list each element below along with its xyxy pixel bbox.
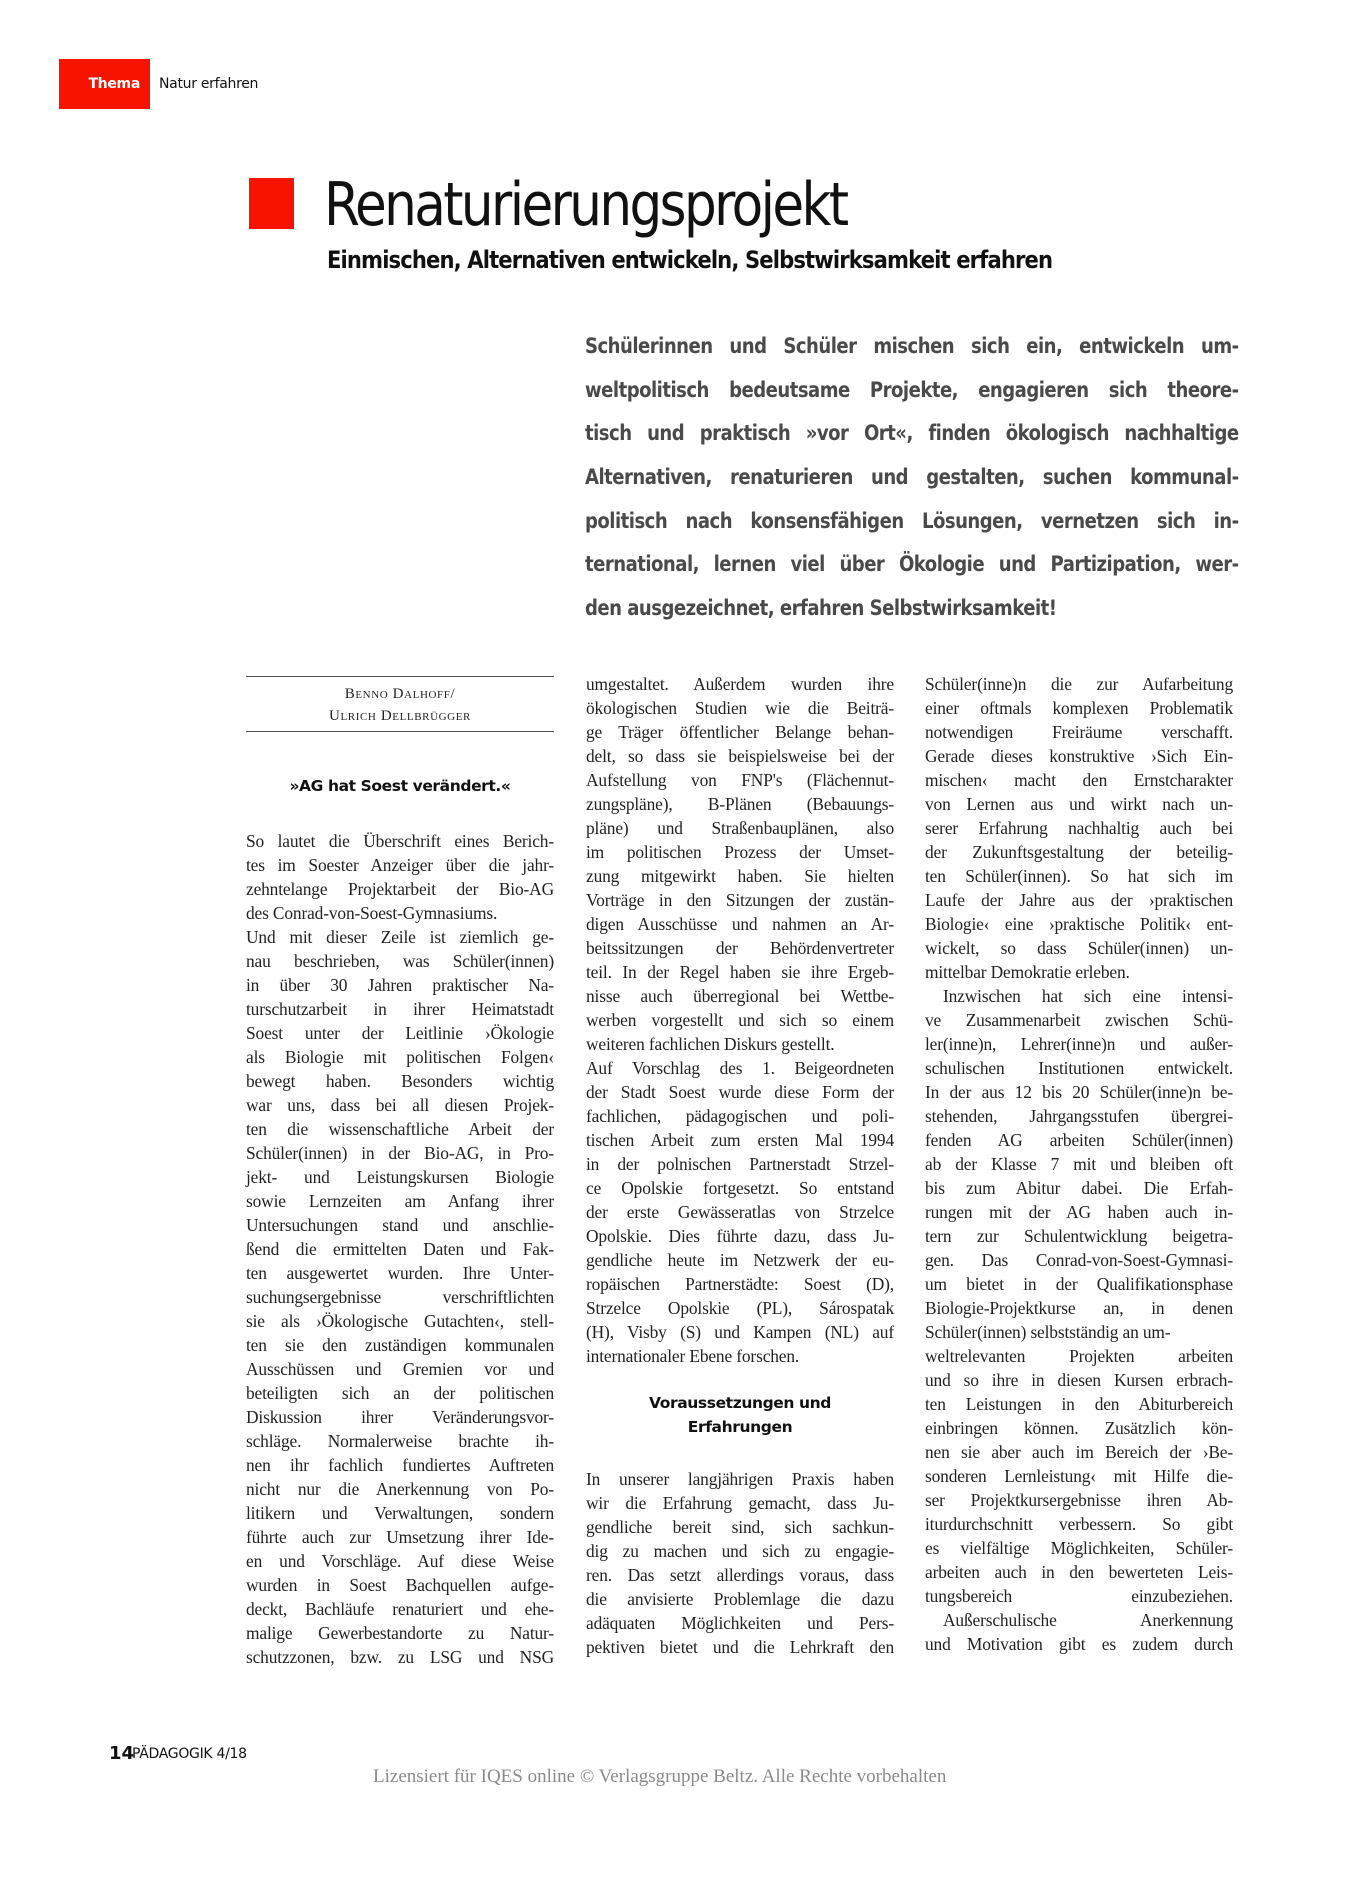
lead-line: Schülerinnen und Schüler mischen sich ein, entwickeln um-	[585, 334, 1239, 358]
text-line: Schüler(inne)n die zur Aufarbeitung	[925, 674, 1233, 694]
text-line: ten sie den zuständigen kommunalen	[246, 1335, 554, 1355]
text-line: Ausschüssen und Gremien vor und	[246, 1359, 554, 1379]
column-1	[246, 672, 554, 1669]
section-heading-2	[586, 1391, 894, 1439]
text-line: sowie Lernzeiten am Anfang ihrer	[246, 1191, 554, 1211]
text-line: In der aus 12 bis 20 Schüler(inne)n be-	[925, 1082, 1233, 1102]
text-line: nen sie aber auch im Bereich der ›Be-	[925, 1442, 1233, 1462]
column-2-text-b	[586, 1467, 894, 1659]
section-tag: Thema	[88, 76, 140, 92]
text-line: und so ihre in diesen Kursen erbrach-	[925, 1370, 1233, 1390]
text-line: weltrelevanten Projekten arbeiten	[925, 1346, 1233, 1366]
text-line: wir die Erfahrung gemacht, dass Ju-	[586, 1493, 894, 1513]
text-line: Auf Vorschlag des 1. Beigeordneten	[586, 1058, 894, 1078]
section-heading-2-line-2: Erfahrungen	[687, 1418, 793, 1436]
text-line: beitssitzungen der Behördenvertreter	[586, 938, 894, 958]
text-line: schutzzonen, bzw. zu LSG und NSG	[246, 1647, 554, 1667]
text-line: delt, so dass sie beispielsweise bei der	[586, 746, 894, 766]
author-2: Ulrich Dellbrügger	[329, 708, 471, 724]
text-line: ce Opolskie fortgesetzt. So entstand	[586, 1178, 894, 1198]
text-line: Diskussion ihrer Veränderungsvor-	[246, 1407, 554, 1427]
text-line: in der polnischen Partnerstadt Strzel-	[586, 1154, 894, 1174]
text-line: der erste Gewässeratlas von Strzelce	[586, 1202, 894, 1222]
byline	[246, 676, 554, 732]
text-line: sonderen Lernleistung‹ mit Hilfe die-	[925, 1466, 1233, 1486]
text-line: adäquaten Möglichkeiten und Pers-	[586, 1613, 894, 1633]
lead-line: weltpolitisch bedeutsame Projekte, engagieren sich theore-	[585, 377, 1239, 402]
text-line: es vielfältige Möglichkeiten, Schüler-	[925, 1538, 1233, 1558]
text-line: tischen Arbeit zum ersten Mal 1994	[586, 1130, 894, 1150]
author-1: Benno Dalhoff/	[344, 686, 456, 702]
text-line: pläne) und Straßenbauplänen, also	[586, 818, 894, 838]
text-line: Strzelce Opolskie (PL), Sárospatak	[586, 1298, 894, 1318]
text-line: der Zukunftsgestaltung der beteilig-	[925, 842, 1233, 862]
text-line: ve Zusammenarbeit zwischen Schü-	[925, 1010, 1233, 1030]
text-line: und Motivation gibt es zudem durch	[925, 1634, 1233, 1654]
text-line: nicht nur die Anerkennung von Po-	[246, 1479, 554, 1499]
text-line: Inzwischen hat sich eine intensi-	[943, 986, 1233, 1006]
text-line: die anvisierte Problemlage die dazu	[586, 1589, 894, 1609]
license-notice: Lizensiert für IQES online © Verlagsgruppe Beltz. Alle Rechte vorbehalten	[373, 1766, 947, 1787]
text-line: ten ausgewertet wurden. Ihre Unter-	[246, 1263, 554, 1283]
column-2	[586, 672, 894, 1659]
section-heading-1: »AG hat Soest verändert.«	[289, 777, 511, 795]
column-2-text-a	[586, 672, 894, 1368]
text-line: Opolskie. Dies führte dazu, dass Ju-	[586, 1226, 894, 1246]
column-3-text	[925, 672, 1233, 1656]
text-line: ge Träger öffentlicher Belange behan-	[586, 722, 894, 742]
text-line: (H), Visby (S) und Kampen (NL) auf	[586, 1322, 894, 1342]
text-line: notwendigen Freiräume verschafft.	[925, 722, 1233, 742]
text-line: in über 30 Jahren praktischer Na-	[246, 975, 554, 995]
text-line: In unserer langjährigen Praxis haben	[586, 1469, 894, 1489]
text-line: beteiligten sich an der politischen	[246, 1383, 554, 1403]
text-line: nisse auch überregional bei Wettbe-	[586, 986, 894, 1006]
text-line: Außerschulische Anerkennung	[943, 1610, 1233, 1630]
lead-line: Alternativen, renaturieren und gestalten, suchen kommunal-	[585, 465, 1239, 490]
text-line: gendliche bereit sind, sich sachkun-	[586, 1517, 894, 1537]
text-line: deckt, Bachläufe renaturiert und ehe-	[246, 1599, 554, 1619]
title-marker-square	[249, 178, 294, 229]
text-line: fenden AG arbeiten Schüler(innen)	[925, 1130, 1233, 1150]
text-line: schläge. Normalerweise brachte ih-	[246, 1431, 554, 1451]
text-line: ten die wissenschaftliche Arbeit der	[246, 1119, 554, 1139]
text-line: iturdurchschnitt verbessern. So gibt	[925, 1514, 1233, 1534]
text-line: en und Vorschläge. Auf diese Weise	[246, 1551, 554, 1571]
text-line: Untersuchungen stand und anschlie-	[246, 1215, 554, 1235]
text-line: arbeiten auch in den bewerteten Leis-	[925, 1562, 1233, 1582]
text-line: von Lernen aus und wirkt nach un-	[925, 794, 1233, 814]
text-line: einer oftmals komplexen Problematik	[925, 698, 1233, 718]
text-line: umgestaltet. Außerdem wurden ihre	[586, 674, 894, 694]
text-line: Soest unter der Leitlinie ›Ökologie	[246, 1023, 554, 1043]
text-line: mittelbar Demokratie erleben.	[925, 962, 1130, 982]
article-title: Renaturierungsprojekt	[324, 170, 847, 240]
lead-line: ternational, lernen viel über Ökologie und Partizipation, wer-	[585, 552, 1239, 577]
text-line: stehenden, Jahrgangsstufen übergrei-	[925, 1106, 1233, 1126]
lead-line: politisch nach konsensfähigen Lösungen, vernetzen sich in-	[585, 508, 1239, 533]
text-line: Laufe der Jahre aus der ›praktischen	[925, 890, 1233, 910]
text-line: ser Projektkursergebnisse ihren Ab-	[925, 1490, 1233, 1510]
text-line: um bietet in der Qualifikationsphase	[925, 1274, 1233, 1294]
text-line: tern zur Schulentwicklung beigetra-	[925, 1226, 1233, 1246]
text-line: wurden in Soest Bachquellen aufge-	[246, 1575, 554, 1595]
text-line: Aufstellung von FNP's (Flächennut-	[586, 770, 894, 790]
text-line: führte auch zur Umsetzung ihrer Ide-	[246, 1527, 554, 1547]
text-line: war uns, dass bei all diesen Projek-	[246, 1095, 554, 1115]
text-line: jekt- und Leistungskursen Biologie	[246, 1167, 554, 1187]
text-line: tungsbereich einzubeziehen.	[925, 1586, 1233, 1606]
text-line: fachlichen, pädagogischen und poli-	[586, 1106, 894, 1126]
text-line: nau beschrieben, was Schüler(innen)	[246, 951, 554, 971]
text-line: nen ihr fachlich fundiertes Auftreten	[246, 1455, 554, 1475]
text-line: dig zu machen und sich zu engagie-	[586, 1541, 894, 1561]
text-line: wickelt, so dass Schüler(innen) un-	[925, 938, 1233, 958]
magazine-issue: PÄDAGOGIK 4/18	[132, 1746, 247, 1762]
lead-line: tisch und praktisch »vor Ort«, finden ökologisch nachhaltige	[585, 421, 1239, 446]
article-subtitle: Einmischen, Alternativen entwickeln, Selbstwirksamkeit erfahren	[327, 246, 1053, 274]
text-line: im politischen Prozess der Umset-	[586, 842, 894, 862]
text-line: sie als ›Ökologische Gutachten‹, stell-	[246, 1311, 554, 1331]
lead-line: den ausgezeichnet, erfahren Selbstwirksamkeit!	[585, 596, 1057, 621]
text-line: ten Schüler(innen). So hat sich im	[925, 866, 1233, 886]
text-line: zungspläne), B-Plänen (Bebauungs-	[586, 794, 894, 814]
text-line: ab der Klasse 7 mit und bleiben oft	[925, 1154, 1233, 1174]
text-line: litikern und Verwaltungen, sondern	[246, 1503, 554, 1523]
text-line: ten Leistungen in den Abiturbereich	[925, 1394, 1233, 1414]
article-lead	[585, 325, 1240, 631]
text-line: schulischen Institutionen entwickelt.	[925, 1058, 1233, 1078]
column-3	[925, 672, 1233, 1656]
text-line: Biologie-Projektkurse an, in denen	[925, 1298, 1233, 1318]
text-line: ropäischen Partnerstädte: Soest (D),	[586, 1274, 894, 1294]
text-line: einbringen können. Zusätzlich kön-	[925, 1418, 1233, 1438]
text-line: ler(inne)n, Lehrer(inne)n und außer-	[925, 1034, 1233, 1054]
text-line: turschutzarbeit in ihrer Heimatstadt	[246, 999, 554, 1019]
text-line: Gerade dieses konstruktive ›Sich Ein-	[925, 746, 1233, 766]
text-line: internationaler Ebene forschen.	[586, 1346, 800, 1366]
text-line: teil. In der Regel haben sie ihre Ergeb-	[586, 962, 894, 982]
text-line: weiteren fachlichen Diskurs gestellt.	[586, 1034, 835, 1054]
text-line: ökologischen Studien wie die Beiträ-	[586, 698, 894, 718]
page-number: 14	[109, 1743, 135, 1764]
text-line: gen. Das Conrad-von-Soest-Gymnasi-	[925, 1250, 1233, 1270]
text-line: Schüler(innen) selbstständig an um-	[925, 1322, 1171, 1342]
text-line: Biologie‹ eine ›praktische Politik‹ ent-	[925, 914, 1233, 934]
text-line: zehntelange Projektarbeit der Bio-AG	[246, 879, 554, 899]
text-line: rungen mit der AG haben auch in-	[925, 1202, 1233, 1222]
text-line: digen Ausschüsse und nahmen an Ar-	[586, 914, 894, 934]
text-line: pektiven bietet und die Lehrkraft den	[586, 1637, 894, 1657]
section-topic: Natur erfahren	[159, 76, 259, 92]
text-line: bis zum Abitur dabei. Die Erfah-	[925, 1178, 1233, 1198]
text-line: ßend die ermittelten Daten und Fak-	[246, 1239, 554, 1259]
section-heading-2-line-1: Voraussetzungen und	[648, 1394, 831, 1412]
column-1-text	[246, 829, 554, 1669]
text-line: suchungsergebnisse verschriftlichten	[246, 1287, 554, 1307]
text-line: bewegt haben. Besonders wichtig	[246, 1071, 554, 1091]
text-line: Und mit dieser Zeile ist ziemlich ge-	[246, 927, 554, 947]
text-line: als Biologie mit politischen Folgen‹	[246, 1047, 554, 1067]
text-line: zung mitgewirkt haben. Sie hielten	[586, 866, 894, 886]
text-line: werben vorgestellt und sich so einem	[586, 1010, 894, 1030]
text-line: malige Gewerbestandorte zu Natur-	[246, 1623, 554, 1643]
text-line: tes im Soester Anzeiger über die jahr-	[246, 855, 554, 875]
text-line: ren. Das setzt allerdings voraus, dass	[586, 1565, 894, 1585]
text-line: Vorträge in den Sitzungen der zustän-	[586, 890, 894, 910]
text-line: der Stadt Soest wurde diese Form der	[586, 1082, 894, 1102]
text-line: gendliche heute im Netzwerk der eu-	[586, 1250, 894, 1270]
text-line: Schüler(innen) in der Bio-AG, in Pro-	[246, 1143, 554, 1163]
text-line: serer Erfahrung nachhaltig auch bei	[925, 818, 1233, 838]
text-line: des Conrad-von-Soest-Gymnasiums.	[246, 903, 498, 923]
text-line: So lautet die Überschrift eines Berich-	[246, 831, 554, 851]
text-line: mischen‹ macht den Ernstcharakter	[925, 770, 1233, 790]
